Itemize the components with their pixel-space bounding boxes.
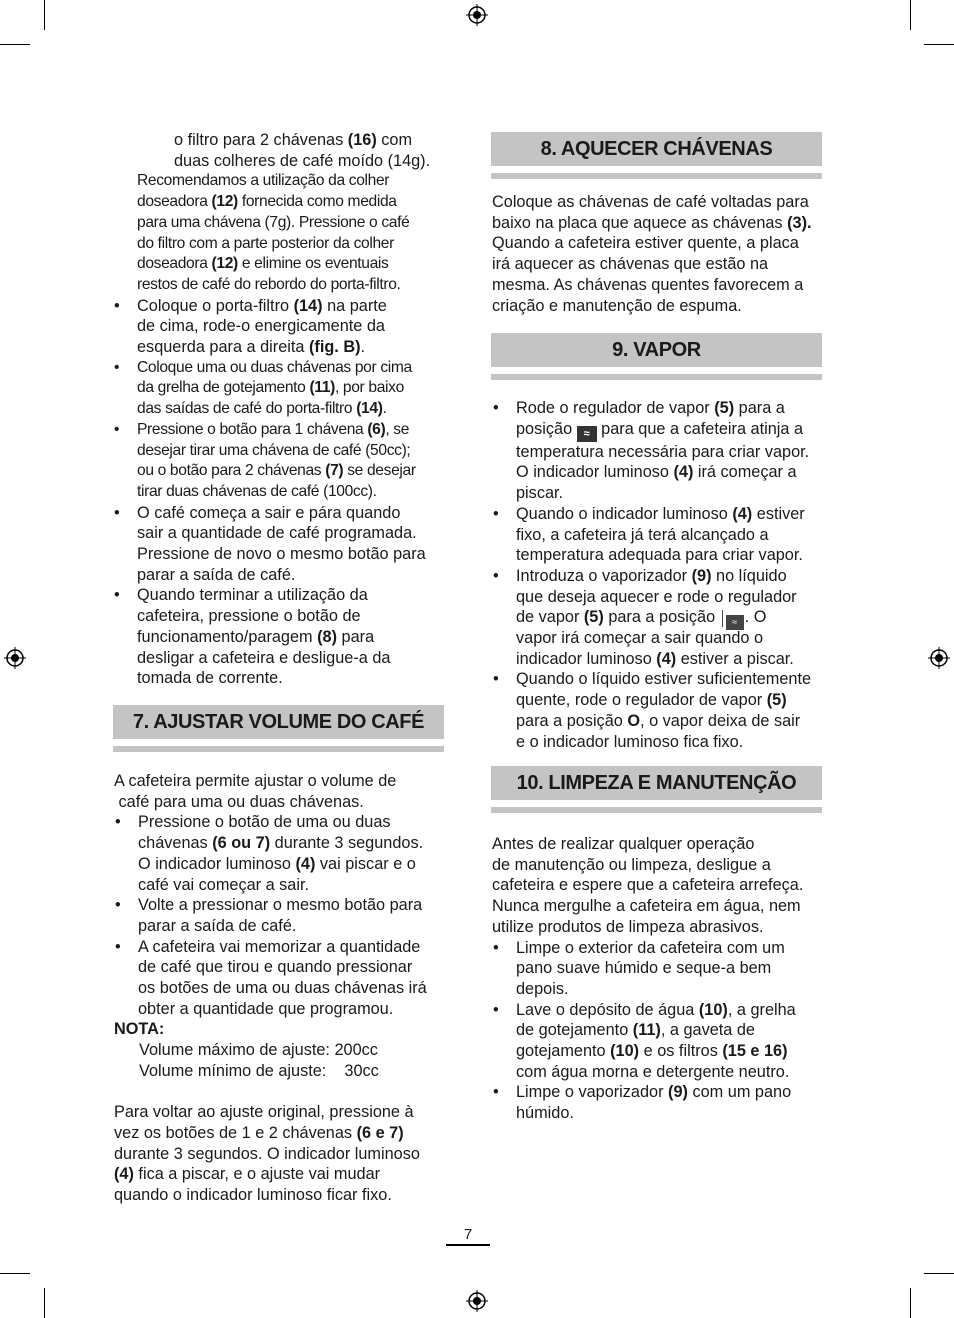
section-9-rule xyxy=(491,374,822,380)
text-run: para a xyxy=(734,399,785,417)
text-run: Quando o indicador luminoso xyxy=(516,504,733,523)
text-run: café vai começar a sair. xyxy=(138,875,310,894)
text-run: , o vapor deixa de sair xyxy=(640,711,801,730)
text-run: estiver a piscar. xyxy=(676,649,794,668)
text-line xyxy=(137,482,453,503)
text-line xyxy=(138,937,454,958)
text-line xyxy=(516,504,837,525)
section-7-body xyxy=(114,771,454,1206)
text-run: do filtro com a parte posterior da colher xyxy=(137,234,394,252)
text-line xyxy=(516,483,837,504)
text-run: piscar. xyxy=(516,484,564,503)
text-run: irá começar a xyxy=(693,463,797,482)
list-item xyxy=(492,1000,837,1083)
text-run: Antes de realizar qualquer operação xyxy=(492,835,755,853)
text-run: húmido. xyxy=(516,1104,574,1123)
section-8-rule xyxy=(491,173,822,179)
bold-reference: (7) xyxy=(325,462,344,480)
bold-reference: (10) xyxy=(610,1042,640,1061)
text-line xyxy=(138,895,454,916)
text-line xyxy=(492,855,837,876)
text-run: fixo, a cafeteira já terá alcançado a xyxy=(516,525,769,544)
text-line xyxy=(516,1020,837,1041)
section-10-rule xyxy=(491,807,822,813)
text-line xyxy=(516,711,837,732)
text-line xyxy=(138,978,454,999)
section-10-intro xyxy=(492,834,837,938)
text-line xyxy=(516,958,837,979)
text-run: tomada de corrente. xyxy=(137,669,283,688)
text-line xyxy=(516,732,837,753)
text-run: se desejar xyxy=(343,462,416,480)
text-run: cafeteira, pressione o botão de xyxy=(137,607,361,626)
list-item xyxy=(492,504,837,566)
text-line xyxy=(138,854,454,875)
instructions-list xyxy=(113,296,453,689)
text-run: para xyxy=(337,627,375,646)
text-line xyxy=(174,151,453,172)
text-run: para a posição xyxy=(603,608,720,627)
text-run: de cima, rode-o energicamente da xyxy=(137,317,385,336)
list-item xyxy=(492,1082,837,1123)
text-run: tirar duas chávenas de café (100cc). xyxy=(137,482,377,500)
text-line xyxy=(516,587,837,608)
text-line xyxy=(492,275,837,296)
text-run: vez os botões de 1 e 2 chávenas xyxy=(114,1123,357,1142)
steam-pot-icon: ≈ xyxy=(722,610,745,627)
section-9-list xyxy=(492,398,837,752)
steam-position-icon: ≈ xyxy=(577,426,597,442)
crop-mark xyxy=(910,0,911,30)
list-item xyxy=(113,503,453,586)
crop-mark xyxy=(44,0,45,30)
text-run: parar a saída de café. xyxy=(138,916,297,935)
text-run: , se xyxy=(385,420,410,438)
text-line xyxy=(137,275,453,296)
section-10-heading: 10. LIMPEZA E MANUTENÇÃO xyxy=(491,766,822,800)
intro-indented xyxy=(113,130,453,171)
section-7-list xyxy=(114,812,454,1019)
text-line xyxy=(516,442,837,463)
text-run: vai piscar e o xyxy=(315,854,416,873)
text-run: , a grelha xyxy=(727,1000,796,1019)
text-run: de gotejamento xyxy=(516,1021,633,1040)
bold-reference: (14) xyxy=(356,400,383,418)
text-run: Coloque uma ou duas chávenas por cima xyxy=(137,358,412,376)
text-line xyxy=(114,792,454,813)
text-line xyxy=(137,648,453,669)
registration-mark-icon xyxy=(466,4,488,26)
text-run: quente, rode o regulador de vapor xyxy=(516,691,767,710)
text-run: com xyxy=(376,131,413,149)
text-run: chávenas xyxy=(138,834,213,853)
list-item xyxy=(113,296,453,358)
text-run: estiver xyxy=(752,504,805,523)
text-run: de vapor xyxy=(516,608,584,627)
section-9-heading: 9. VAPOR xyxy=(491,333,822,367)
text-run: e elimine os eventuais xyxy=(237,255,389,273)
text-run: Quando terminar a utilização da xyxy=(137,586,368,605)
text-run: Quando a cafeteira estiver quente, a placa xyxy=(492,234,799,253)
text-line xyxy=(492,896,837,917)
text-run: Pressione de novo o mesmo botão para xyxy=(137,545,426,564)
text-line xyxy=(516,1000,837,1021)
text-line xyxy=(516,1103,837,1124)
text-line xyxy=(137,420,453,441)
section-7-rule xyxy=(113,746,444,752)
text-line xyxy=(516,398,837,419)
text-line xyxy=(114,1144,454,1165)
crop-mark xyxy=(44,1288,45,1318)
text-run: Para voltar ao ajuste original, pressione à xyxy=(114,1103,414,1122)
text-run: restos de café do rebordo do porta-filtro. xyxy=(137,275,401,293)
text-line xyxy=(138,833,454,854)
text-run: fica a piscar, e o ajuste vai mudar xyxy=(133,1165,381,1184)
text-run: baixo na placa que aquece as chávenas xyxy=(492,213,788,232)
text-run: doseadora xyxy=(137,193,212,211)
bold-reference: (4) xyxy=(114,1165,134,1184)
text-run: ou o botão para 2 chávenas xyxy=(137,462,326,480)
text-run: quando o indicador luminoso ficar fixo. xyxy=(114,1186,392,1205)
text-run: doseadora xyxy=(137,255,212,273)
text-line xyxy=(137,254,453,275)
text-run: O indicador luminoso xyxy=(516,463,674,482)
text-run: O indicador luminoso xyxy=(138,854,296,873)
bold-reference: (3). xyxy=(787,213,812,232)
bold-reference: (6 e 7) xyxy=(356,1123,404,1142)
text-line xyxy=(516,1082,837,1103)
text-run: fornecida como medida xyxy=(237,193,397,211)
text-run: desejar tirar uma chávena de café (50cc); xyxy=(137,441,411,459)
bold-reference: (9) xyxy=(668,1083,688,1102)
text-line xyxy=(492,834,837,855)
text-line xyxy=(137,378,453,399)
list-item xyxy=(492,938,837,1000)
nota-label: NOTA: xyxy=(114,1020,165,1039)
bold-reference: (6 ou 7) xyxy=(212,834,271,853)
list-item xyxy=(113,358,453,420)
list-item xyxy=(113,585,453,689)
bold-reference: (12) xyxy=(211,193,238,211)
text-run: A cafeteira permite ajustar o volume de xyxy=(114,772,397,790)
intro-paragraph xyxy=(113,171,453,295)
crop-mark xyxy=(910,1288,911,1318)
bold-reference: (8) xyxy=(317,627,338,646)
text-run: durante 3 segundos. O indicador luminoso xyxy=(114,1144,420,1163)
text-run: obter a quantidade que programou. xyxy=(138,999,394,1018)
list-item xyxy=(492,669,837,752)
registration-mark-icon xyxy=(928,647,950,669)
text-line xyxy=(114,771,454,792)
text-run: Lave o depósito de água xyxy=(516,1000,699,1019)
crop-mark xyxy=(0,1273,30,1274)
bold-reference: (4) xyxy=(295,854,316,873)
text-line xyxy=(137,234,453,255)
section-7-intro xyxy=(114,771,454,812)
text-run: de manutenção ou limpeza, desligue a xyxy=(492,855,771,874)
text-run: o filtro para 2 chávenas xyxy=(174,131,348,149)
text-run: e os filtros xyxy=(639,1042,723,1061)
text-run: parar a saída de café. xyxy=(137,565,296,584)
nota-max: Volume máximo de ajuste: 200cc xyxy=(139,1041,378,1060)
text-line xyxy=(492,233,837,254)
bold-reference: (16) xyxy=(347,131,377,149)
section-10-list xyxy=(492,938,837,1124)
text-run: café para uma ou duas chávenas. xyxy=(114,792,364,811)
bold-reference: (4) xyxy=(673,463,694,482)
bold-reference: (10) xyxy=(698,1000,728,1019)
text-run: Pressione o botão de uma ou duas xyxy=(138,813,391,832)
text-run: cafeteira e espere que a cafeteira arrefeça. xyxy=(492,876,804,895)
text-run: das saídas de café do porta-filtro xyxy=(137,400,357,418)
bold-reference: O xyxy=(627,711,641,730)
text-run: , por baixo xyxy=(334,379,404,397)
text-line xyxy=(137,627,453,648)
text-line xyxy=(114,1185,454,1206)
text-line xyxy=(137,441,453,462)
text-run: irá aquecer as chávenas que estão na xyxy=(492,255,769,274)
text-run: da grelha de gotejamento xyxy=(137,379,310,397)
text-line xyxy=(516,669,837,690)
bold-reference: (15 e 16) xyxy=(722,1042,788,1061)
text-run: e o indicador luminoso fica fixo. xyxy=(516,732,744,751)
text-run: na parte xyxy=(322,296,387,315)
text-line xyxy=(137,668,453,689)
registration-mark-icon xyxy=(4,647,26,669)
bold-reference: (6) xyxy=(367,420,386,438)
text-line xyxy=(516,545,837,566)
text-run: para a posição xyxy=(516,711,628,730)
list-item xyxy=(492,398,837,504)
page-number-rule xyxy=(446,1244,490,1246)
list-item xyxy=(492,566,837,670)
crop-mark xyxy=(924,44,954,45)
text-line xyxy=(137,171,453,192)
text-line xyxy=(137,358,453,379)
text-run: de café que tirou e quando pressionar xyxy=(138,958,413,977)
list-item xyxy=(114,895,454,936)
text-run: Recomendamos a utilização da colher xyxy=(137,172,390,190)
text-run: indicador luminoso xyxy=(516,649,657,668)
text-line xyxy=(516,649,837,670)
text-run: Volte a pressionar o mesmo botão para xyxy=(138,896,423,915)
text-run: posição xyxy=(516,419,577,438)
text-run: Quando o líquido estiver suficientemente xyxy=(516,670,812,689)
section-10-body xyxy=(492,834,837,1124)
text-run: A cafeteira vai memorizar a quantidade xyxy=(138,937,421,956)
text-run: para uma chávena (7g). Pressione o café xyxy=(137,213,410,231)
text-line xyxy=(137,192,453,213)
text-line xyxy=(138,916,454,937)
bold-reference: (12) xyxy=(211,255,238,273)
text-run: mesma. As chávenas quentes favorecem a xyxy=(492,275,804,294)
text-run: Introduza o vaporizador xyxy=(516,566,692,585)
text-line xyxy=(516,1062,837,1083)
text-line xyxy=(114,1164,454,1185)
section-7-heading: 7. AJUSTAR VOLUME DO CAFÉ xyxy=(113,705,444,739)
text-run: sair a quantidade de café programada. xyxy=(137,524,417,543)
bold-reference: (14) xyxy=(293,296,323,315)
text-line xyxy=(492,254,837,275)
text-line xyxy=(138,999,454,1020)
text-run: criação e manutenção de espuma. xyxy=(492,296,742,315)
text-run: temperatura necessária para criar vapor. xyxy=(516,442,810,461)
text-run: no líquido xyxy=(711,566,787,585)
text-line xyxy=(138,812,454,833)
text-run: . O xyxy=(744,608,767,627)
text-run: Limpe o exterior da cafeteira com um xyxy=(516,938,785,957)
text-line xyxy=(114,1102,454,1123)
text-line xyxy=(137,503,453,524)
text-run: depois. xyxy=(516,979,569,998)
text-run: Nunca mergulhe a cafeteira em água, nem xyxy=(492,897,801,916)
crop-mark xyxy=(0,44,30,45)
text-run: com um pano xyxy=(687,1083,792,1102)
text-run: Pressione o botão para 1 chávena xyxy=(137,420,368,438)
text-line xyxy=(138,957,454,978)
list-item xyxy=(113,420,453,503)
section-8-body xyxy=(492,192,837,316)
section-9-body xyxy=(492,398,837,752)
text-run: Rode o regulador de vapor xyxy=(516,399,715,417)
text-line xyxy=(174,130,453,151)
text-line xyxy=(137,585,453,606)
text-line xyxy=(137,296,453,317)
text-line xyxy=(516,462,837,483)
bold-reference: (5) xyxy=(766,691,787,710)
text-line xyxy=(137,523,453,544)
bold-reference: (11) xyxy=(632,1021,661,1040)
text-run: vapor irá começar a sair quando o xyxy=(516,629,764,648)
text-run: gotejamento xyxy=(516,1042,611,1061)
text-run: temperatura adequada para criar vapor. xyxy=(516,546,803,565)
text-run: com água morna e detergente neutro. xyxy=(516,1062,790,1081)
text-run: para que a cafeteira atinja a xyxy=(596,419,804,438)
text-line xyxy=(137,461,453,482)
text-run: . xyxy=(360,338,366,357)
text-run: Coloque o porta-filtro xyxy=(137,296,294,315)
text-line xyxy=(137,399,453,420)
text-run: Coloque as chávenas de café voltadas para xyxy=(492,193,809,211)
text-line xyxy=(516,607,837,628)
text-run: desligar a cafeteira e desligue-a da xyxy=(137,648,391,667)
text-line xyxy=(516,1041,837,1062)
text-run: , a gaveta de xyxy=(660,1021,755,1040)
bold-reference: (5) xyxy=(714,399,735,417)
text-line xyxy=(516,525,837,546)
spacer xyxy=(114,1082,454,1103)
text-line xyxy=(137,606,453,627)
text-run: utilize produtos de limpeza abrasivos. xyxy=(492,917,764,936)
text-line xyxy=(137,316,453,337)
text-line xyxy=(516,979,837,1000)
text-line xyxy=(137,337,453,358)
nota-min: Volume mínimo de ajuste: 30cc xyxy=(139,1061,379,1080)
bold-reference: (fig. B) xyxy=(308,338,361,357)
text-line xyxy=(492,917,837,938)
text-line xyxy=(492,213,837,234)
text-line xyxy=(138,875,454,896)
crop-mark xyxy=(924,1273,954,1274)
text-run: que deseja aquecer e rode o regulador xyxy=(516,587,797,606)
section-8-heading: 8. AQUECER CHÁVENAS xyxy=(491,132,822,166)
bold-reference: (9) xyxy=(691,566,712,585)
text-run: durante 3 segundos. xyxy=(270,834,424,853)
text-run: duas colheres de café moído (14g). xyxy=(174,151,431,170)
text-run: Limpe o vaporizador xyxy=(516,1083,669,1102)
text-line xyxy=(516,628,837,649)
bold-reference: (4) xyxy=(732,504,753,523)
text-line xyxy=(492,192,837,213)
registration-mark-icon xyxy=(466,1290,488,1312)
text-run: funcionamento/paragem xyxy=(137,627,318,646)
page-number: 7 xyxy=(463,1226,473,1243)
text-run: O café começa a sair e pára quando xyxy=(137,503,401,522)
text-line xyxy=(137,565,453,586)
section-7-closing xyxy=(114,1102,454,1206)
text-line xyxy=(516,938,837,959)
text-run: esquerda para a direita xyxy=(137,338,309,357)
text-line xyxy=(137,544,453,565)
text-line xyxy=(516,566,837,587)
text-line xyxy=(492,875,837,896)
text-run: pano suave húmido e seque-a bem xyxy=(516,959,772,978)
text-line xyxy=(516,690,837,711)
text-line xyxy=(114,1123,454,1144)
text-run: os botões de uma ou duas chávenas irá xyxy=(138,979,427,998)
list-item xyxy=(114,812,454,895)
left-column xyxy=(113,130,453,689)
text-line xyxy=(516,419,837,442)
bold-reference: (11) xyxy=(309,379,335,397)
bold-reference: (4) xyxy=(656,649,677,668)
bold-reference: (5) xyxy=(583,608,604,627)
text-line xyxy=(137,213,453,234)
list-item xyxy=(114,937,454,1020)
text-run: . xyxy=(382,400,387,418)
text-line xyxy=(492,296,837,317)
